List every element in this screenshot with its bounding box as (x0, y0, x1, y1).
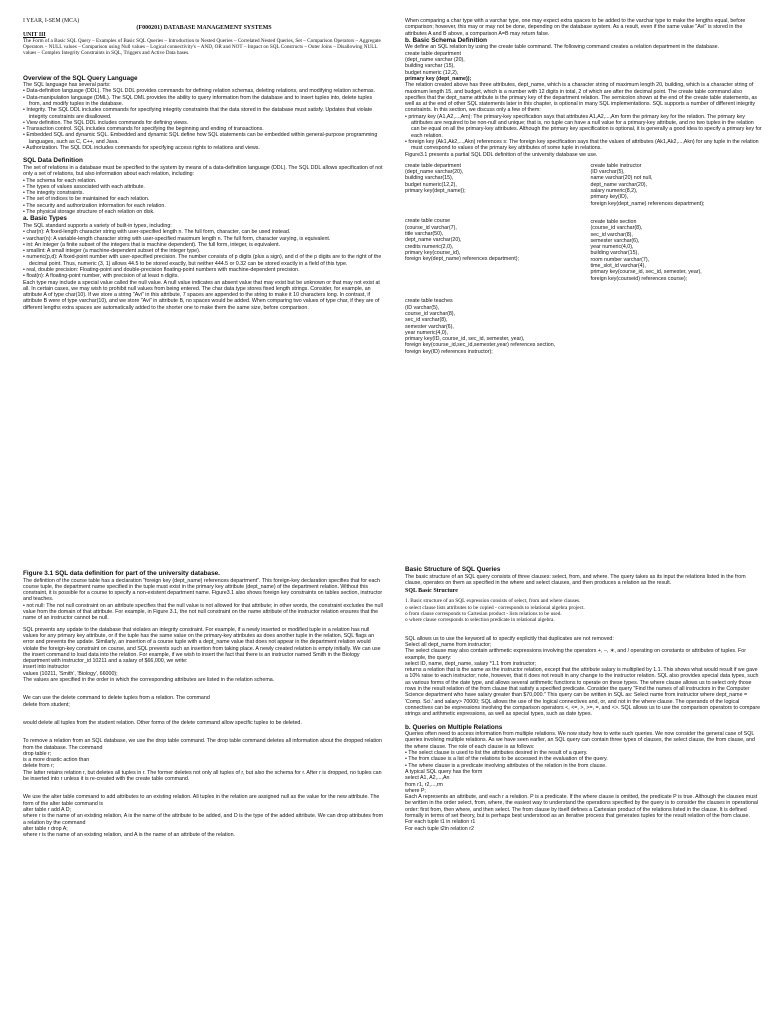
page-2-bottom-right (405, 566, 762, 1021)
unit-heading: UNIT III (23, 31, 46, 38)
alter-note: where r is the name of an existing relation, A is the name of the attribute to be added, and D is the type of the added attribute. We can drop attributes from a relation by the command (23, 813, 384, 826)
types-intro: The SQL standard supports a variety of built-in types, including: (23, 222, 172, 229)
types-list (23, 229, 385, 279)
code-line: budget numeric(12,2), (405, 181, 457, 188)
ddl-figure (405, 163, 762, 355)
heading-data-definition: SQL Data Definition (23, 157, 83, 165)
code-line: salary numeric(8,2), (590, 188, 638, 195)
list-item: • Authorization. The SQL DDL includes commands for specifying access rights to relations and views. (23, 145, 260, 152)
types-null-char-paragraph: Each type may include a special value called the null value. A null value indicates an absent value that may exist but be unknown or that may not exist at all. In certain cases, we may wish to prohibit null values from being entered. The char data type stores fixed length strings. Consider, for example, an attribute A of type char(10). If we store a string "Avi" in this attribute, 7 spaces are appended to the string to make it 10 characters long. In contrast, if attribute B were of type varchar(10), and we store "Avi" in attribute B, no spaces would be added. When comparing two values of type char, if they are of different lengths extra spaces are automatically added to the shorter one to make them the same size, before comparison. (23, 279, 380, 311)
char-varchar-paragraph: When comparing a char type with a varchar type, one may expect extra spaces to be added to the varchar type to make the lengths equal, before comparison; however, this may or may not be done, depending on the database system. As a result, even if the same value "Avi" is stored in the attributes A and B above, a comparison A=B may return false. (405, 18, 746, 37)
drop-table-paragraph: To remove a relation from an SQL database, we use the drop table command. The drop table command deletes all information about the dropped relation from the database. The command (23, 738, 382, 751)
code-line: is a more drastic action than (23, 757, 90, 764)
heading-basic-types: a. Basic Types (23, 215, 67, 223)
page-1-top-right (405, 18, 762, 518)
ddl-list (23, 178, 385, 216)
code-line: alter table r add A D; (23, 806, 71, 813)
code-line: select A1, A2,...,An (405, 775, 450, 782)
list-item: o select clause lists attributes to be copied - corresponds to relational algebra project. (405, 604, 585, 611)
code-line: delete from student; (23, 701, 70, 708)
schema-explanation: The relation created above has three attributes, dept_name, which is a character string of maximum length 20, building, which is a character string of maximum length 15, and budget, which is a number with 12 digits in total, 2 of which are after the decimal point. The create table command also specifies that the dept_name attribute is the primary key of the department relation. The semicolon shown at the end of the create table statements, as well as at the end of other SQL statements later in this chapter, is optional in many SQL implementations. SQL supports a number of different integrity constraints. In this section, we discuss only a few of them: (405, 82, 758, 114)
list-item: • The from clause is a list of the relations to be accessed in the evaluation of the query. (405, 756, 608, 763)
list-item: • char(n): A fixed-length character string with user-specified length n. The full form, character, can be used instead. (23, 229, 291, 236)
ddl-right-column (591, 163, 763, 355)
code-line: primary key(ID), (590, 194, 629, 201)
code-line: insert into instructor (23, 664, 70, 671)
code-line: primary key(course_id), (405, 249, 461, 256)
list-item: • The schema for each relation. (23, 177, 97, 184)
ddl-block (591, 219, 763, 282)
code-line: (course_id varchar(7), (405, 224, 457, 231)
code-line: (ID varchar(5), (590, 169, 625, 176)
list-item: 1. Basic structure of an SQL expression consists of select, from and where clauses. (405, 598, 581, 605)
code-line: (dept_name varchar (20), (405, 57, 465, 64)
insert-note: The values are specified in the order in which the corresponding attributes are listed in the relation schema. (23, 677, 275, 684)
list-item: • float(n): A floating-point number, with precision of at least n digits. (23, 273, 179, 280)
list-item: • The physical storage structure of each relation on disk. (23, 209, 155, 216)
code-line: Select all dept_name from instructor; (405, 641, 492, 648)
code-line: name varchar(20) not null, (590, 175, 653, 182)
heading-overview: Overview of the SQL Query Language (23, 74, 138, 82)
code-line: For each tuple t2in relation r2 (405, 825, 474, 832)
alter-drop-note: where r is the name of an existing relation, and A is the name of an attribute of the relation. (23, 832, 236, 839)
list-item: • numeric(p,d): A fixed-point number with user-specified precision. The number consists of p digits (plus a sign), and d of the p digits are to the right of the decimal point. Thus, numeric (3, 1) allows 44.5 to be stored exactly, but neither 444.5 or 0.32 can be stored exactly in a field of this type. (23, 254, 382, 267)
ddl-block (405, 218, 577, 262)
multi-relations-paragraph: Queries often need to access information from multiple relations. We now study how to write such queries. We now consider the general case of SQL queries involving multiple relations. As we have seen earlier, an SQL query can contain three types of clauses, the select clause, the from clause, and the where clause. The role of each clause is as follows: (405, 731, 755, 750)
list-item: • int: An integer (a finite subset of the integers that is machine dependent). The full form, integer, is equivalent. (23, 241, 281, 248)
code-line: primary key(ID, course_id, sec_id, semester, year), (405, 336, 525, 343)
code-line: (ID varchar(5), (405, 304, 440, 311)
code-line: primary key (dept_name)); (405, 75, 472, 82)
basic-structure-list (405, 598, 762, 623)
code-line: (course_id varchar(8), (590, 225, 643, 232)
code-line: semester varchar(6), (590, 237, 640, 244)
schema-intro: We define an SQL relation by using the create table command. The following command creates a relation department in the database. (405, 44, 720, 51)
code-line: building varchar(15), (590, 250, 639, 257)
code-line: foreign key(dept_name) references department); (405, 256, 519, 263)
code-line: sec_id varchar(8), (590, 231, 633, 238)
code-line: For each tuple t1 in relation r1 (405, 819, 476, 826)
code-line: course_id varchar(8), (405, 310, 456, 317)
code-line: create table teaches (405, 298, 453, 305)
heading-basic-schema: b. Basic Schema Definition (405, 36, 488, 44)
drop-note: The latter retains relation r, but deletes all tuples in r. The former deletes not only all tuples of r, but also the schema for r. After r is dropped, no tuples can be inserted into r unless it is re-created with the create table command. (23, 769, 382, 783)
code-line: sec_id varchar(8), (405, 317, 448, 324)
code-line: room number varchar(7), (590, 256, 650, 263)
code-line: create table department (405, 162, 461, 169)
heading-basic-structure: Basic Structure of SQL Queries (405, 566, 501, 573)
list-item: • primary key (A1,A2,...,Am): The primary-key specification says that attributes A1,A2,...,Am form the primary key for the relation. The primary key attributes are required to be non-null and unique; that is, no tuple can have a null value for a primary-key attribute, and no two tuples in the relation can be equal on all the primary-key attributes. Although the primary key specification is optional, it is generally a good idea to specify a primary key for each relation. (405, 113, 762, 139)
list-item: • View definition. The SQL DDL includes commands for defining views. (23, 119, 189, 126)
code-line: primary key(course_id, sec_id, semester, year), (590, 269, 702, 276)
foreign-key-paragraph: The definition of the course table has a declaration "foreign key (dept_name) references department". This foreign-key declaration specifies that for each course tuple, the department name specified in the tuple must exist in the primary key attribute (dept_name) of the department relation. Without this constraint, it is possible for a course to specify a non-existent department name. Figure3.1 also shows foreign key constraints on tables section, instructor and teaches. (23, 577, 383, 603)
list-item: • smallint: A small integer (a machine-dependent subset of the integer type). (23, 248, 201, 255)
figure-reference: Figure3.1 presents a partial SQL DDL definition of the university database we use. (405, 151, 598, 158)
list-item: • The security and authorization information for each relation. (23, 202, 166, 209)
course-title: (F000201) DATABASE MANAGEMENT SYSTEMS (136, 24, 272, 31)
code-line: create table department (405, 50, 461, 57)
code-line: delete from r; (23, 763, 55, 770)
structure-intro: The basic structure of an SQL query consists of three clauses: select, from, and where. The query takes as its input the relations listed in the from clause, operates on them as specified in the where and select clauses, and then produces a relation as the result. (405, 573, 746, 586)
code-line: building varchar (15), (405, 63, 455, 70)
code-line: dept_name varchar(20), (590, 181, 648, 188)
ddl-block (591, 163, 763, 207)
course-label: I YEAR, I-SEM (MCA) (23, 18, 80, 24)
code-line: time_slot_id varchar(4), (590, 262, 646, 269)
not-null-paragraph: • not null: The not null constraint on an attribute specifies that the null value is not allowed for that attribute; in other words, the constraint excludes the null value from the domain of that attribute. For example, in Figure 3.1, the not null constraint on the name attribute of the instructor relation ensures that the name of an instructor cannot be null. (23, 602, 383, 622)
list-item: • The set of indices to be maintained for each relation. (23, 196, 150, 203)
list-item: • The integrity constraints. (23, 190, 84, 197)
list-item: • Embedded SQL and dynamic SQL. Embedded and dynamic SQL define how SQL statements can be embedded within general-purpose programming languages, such as C, C++, and Java. (23, 132, 378, 145)
list-item: • foreign key (Ak1,Ak2,...,Akn) references s: The foreign key specification says that the values of attributes (Ak1,Ak2,...,Akn) for any tuple in the relation must correspond to values of the primary key attributes of some tuple in relations. (405, 138, 759, 152)
code-line: select ID, name, dept_name, salary *1.1 from instructor; (405, 660, 537, 667)
code-line: (dept_name varchar(20), (405, 169, 464, 176)
delete-note: would delete all tuples from the student relation. Other forms of the delete command allow specific tuples to be deleted. (23, 719, 302, 726)
code-line: values (10211, 'Smith', 'Biology', 66000); (23, 670, 118, 677)
ddl-left-column (405, 163, 577, 355)
list-item: • Data-manipulation language (DML). The SQL DML provides the ability to query information from the database and to insert tuples into, delete tuples from, and modify tuples in the database. (23, 94, 373, 107)
code-line: create table section (590, 218, 637, 225)
list-item: o where clause corresponds to selection predicate in relational algebra. (405, 617, 555, 624)
alter-table-paragraph: We use the alter table command to add attributes to an existing relation. All tuples in the relation are assigned null as the value for the new attribute. The form of the alter table command is (23, 794, 380, 807)
list-item: • The types of values associated with each attribute. (23, 183, 145, 190)
code-line: foreign key(course_id,sec_id,semester,year) references section, (405, 342, 556, 349)
code-line: building varchar(15), (405, 175, 454, 182)
code-line: A typical SQL query has the form (405, 768, 483, 775)
code-line: title varchar(50), (405, 230, 444, 237)
code-line: foreign key(dept_name) references department); (590, 200, 705, 207)
operational-order-paragraph: Each A represents an attribute, and each r a relation. P is a predicate. If the where clause is omitted, the predicate P is true. Although the clauses must be written in the order select, from, where, the easiest way to understand the operations specified by the query is to consider the clauses in operational order: first from, then where, and then select. The from clause by itself defines a Cartesian product of the relations listed in the clause. It is defined formally in terms of set theory, but is perhaps best understood as an iterative process that generates tuples for the result relation of the from clause. (405, 794, 759, 819)
unit-syllabus: The Form of a Basic SQL Query – Examples of Basic SQL Queries – Introduction to Nested Queries – Correlated Nested Queries, Set – Comparison Operators – Aggregate Operators – NULL values – Comparison using Null values – Logical connectivity's – AND, OR and NOT – Impact on SQL Constructs – Outer Joins – Disallowing NULL values – Complex Integrity Constraints in SQL, Triggers and Active Data bases. (23, 37, 381, 57)
code-line: create table course (405, 218, 451, 225)
list-item: • Integrity. The SQL DDL includes commands for specifying integrity constraints that the data stored in the database must satisfy. Updates that violate integrity constraints are disallowed. (23, 107, 373, 120)
integrity-paragraph: SQL prevents any update to the database that violates an integrity constraint. For example, if a newly inserted or modified tuple in a relation has null values for any primary key attribute, or if the tuple has the same value on the primary-key attributes as does another tuple in the relation, SQL flags an error and prevents the update. Similarly, an insertion of a course tuple with a dept_name value that does not appear in the department relation would violate the foreign-key constraint on course, and SQL prevents such an insertion from taking place. A newly created relation is empty initially. We can use the insert command to load data into the relation. For example, if we wish to insert the fact that there is an instructor named Smith in the Biology department with instructor_id 10211 and a salary of $66,000, we write: (23, 626, 381, 665)
overview-list (23, 88, 385, 151)
code-line: foreign key(courseid) references course); (590, 275, 688, 282)
code-line: foreign key(ID) references instructor); (405, 348, 493, 355)
list-item: • The select clause is used to list the attributes desired in the result of a query. (405, 750, 588, 757)
list-item: • Transaction control. SQL includes commands for specifying the beginning and ending of transactions. (23, 126, 264, 133)
department-definition (405, 51, 762, 82)
list-item: • The where clause is a predicate involving attributes of the relation in the from clause. (405, 762, 607, 769)
delete-intro: We can use the delete command to delete tuples from a relation. The command (23, 695, 210, 702)
code-line: credits numeric(2,0), (405, 243, 454, 250)
constraint-list (405, 114, 762, 152)
overview-intro: The SQL language has several parts: (23, 82, 111, 89)
select-note: returns a relation that is the same as the instructor relation, except that the attribute salary is multiplied by 1.1. This shows what would result if we gave a 10% raise to each instructor; note, however, that it does not result in any change to the instructor relation. SQL also provides special data types, such as various forms of the date type, and allows several arithmetic functions to operate on these types. The where clause allows us to select only those rows in the result relation of the from clause that satisfy a specified predicate. Consider the query "Find the names of all instructors in the Computer Science department who have salary greater than $70,000." This query can be written in SQL as: Select name from instructor where dept_name = 'Comp. Sci.' and salary> 70000; SQL allows the use of the logical connectives and, or, and not in the where clause. The operands of the logical connectives can be expressions involving the comparison operators <, <=, >, >=, =, and <>. SQL allows us to use the comparison operators to compare strings and arithmetic expressions, as well as special types, such as date types. (405, 667, 761, 718)
code-line: from r1, r2,...,rm (405, 781, 443, 788)
list-item: • varchar(n): A variable-length character string with user-specified maximum length n. The full form, character varying, is equivalent. (23, 235, 331, 242)
ddl-block (405, 163, 577, 194)
heading-multiple-relations: b. Queries on Multiple Relations (405, 723, 503, 731)
serif-section-title: SQL Basic Structure (405, 588, 458, 595)
list-item: • Data-definition language (DDL). The SQL DDL provides commands for defining relation schemas, deleting relations, and modifying relation schemas. (23, 88, 376, 95)
code-line: year numeric(4,0), (590, 244, 634, 251)
code-line: budget numeric (12,2), (405, 69, 459, 76)
code-line: primary key(dept_name)); (405, 188, 466, 195)
select-clause-paragraph: The select clause may also contain arithmetic expressions involving the operators +, −, ∗, and / operating on constants or attributes of tuples. For example, the query: (405, 648, 746, 661)
code-line: year numeric(4,0), (405, 329, 448, 336)
list-item: o from clause corresponds to Cartesian product - lists relations to be used. (405, 611, 562, 618)
code-line: drop table r; (23, 750, 52, 757)
list-item: • real, double precision: Floating-point and double-precision floating-point numbers with machine-dependent precision. (23, 267, 300, 273)
keyword-all-paragraph: SQL allows us to use the keyword all to specify explicitly that duplicates are not removed: (405, 635, 614, 642)
code-line: create table instructor (590, 162, 642, 169)
clause-list (405, 750, 762, 769)
page-1-top-left (23, 18, 385, 518)
code-line: alter table r drop A; (23, 825, 68, 832)
code-line: where P; (405, 787, 426, 794)
ddl-block (405, 298, 577, 355)
heading-figure-3-1: Figure 3.1 SQL data definition for part of the university database. (23, 570, 220, 577)
code-line: dept_name varchar(20), (405, 237, 462, 244)
ddl-intro: The set of relations in a database must be specified to the system by means of a data-definition language (DDL). The SQL DDL allows specification of not only a set of relations, but also information about each relation, including: (23, 164, 383, 178)
code-line: semester varchar(6), (405, 323, 454, 330)
page-2-bottom-left (23, 570, 385, 1020)
